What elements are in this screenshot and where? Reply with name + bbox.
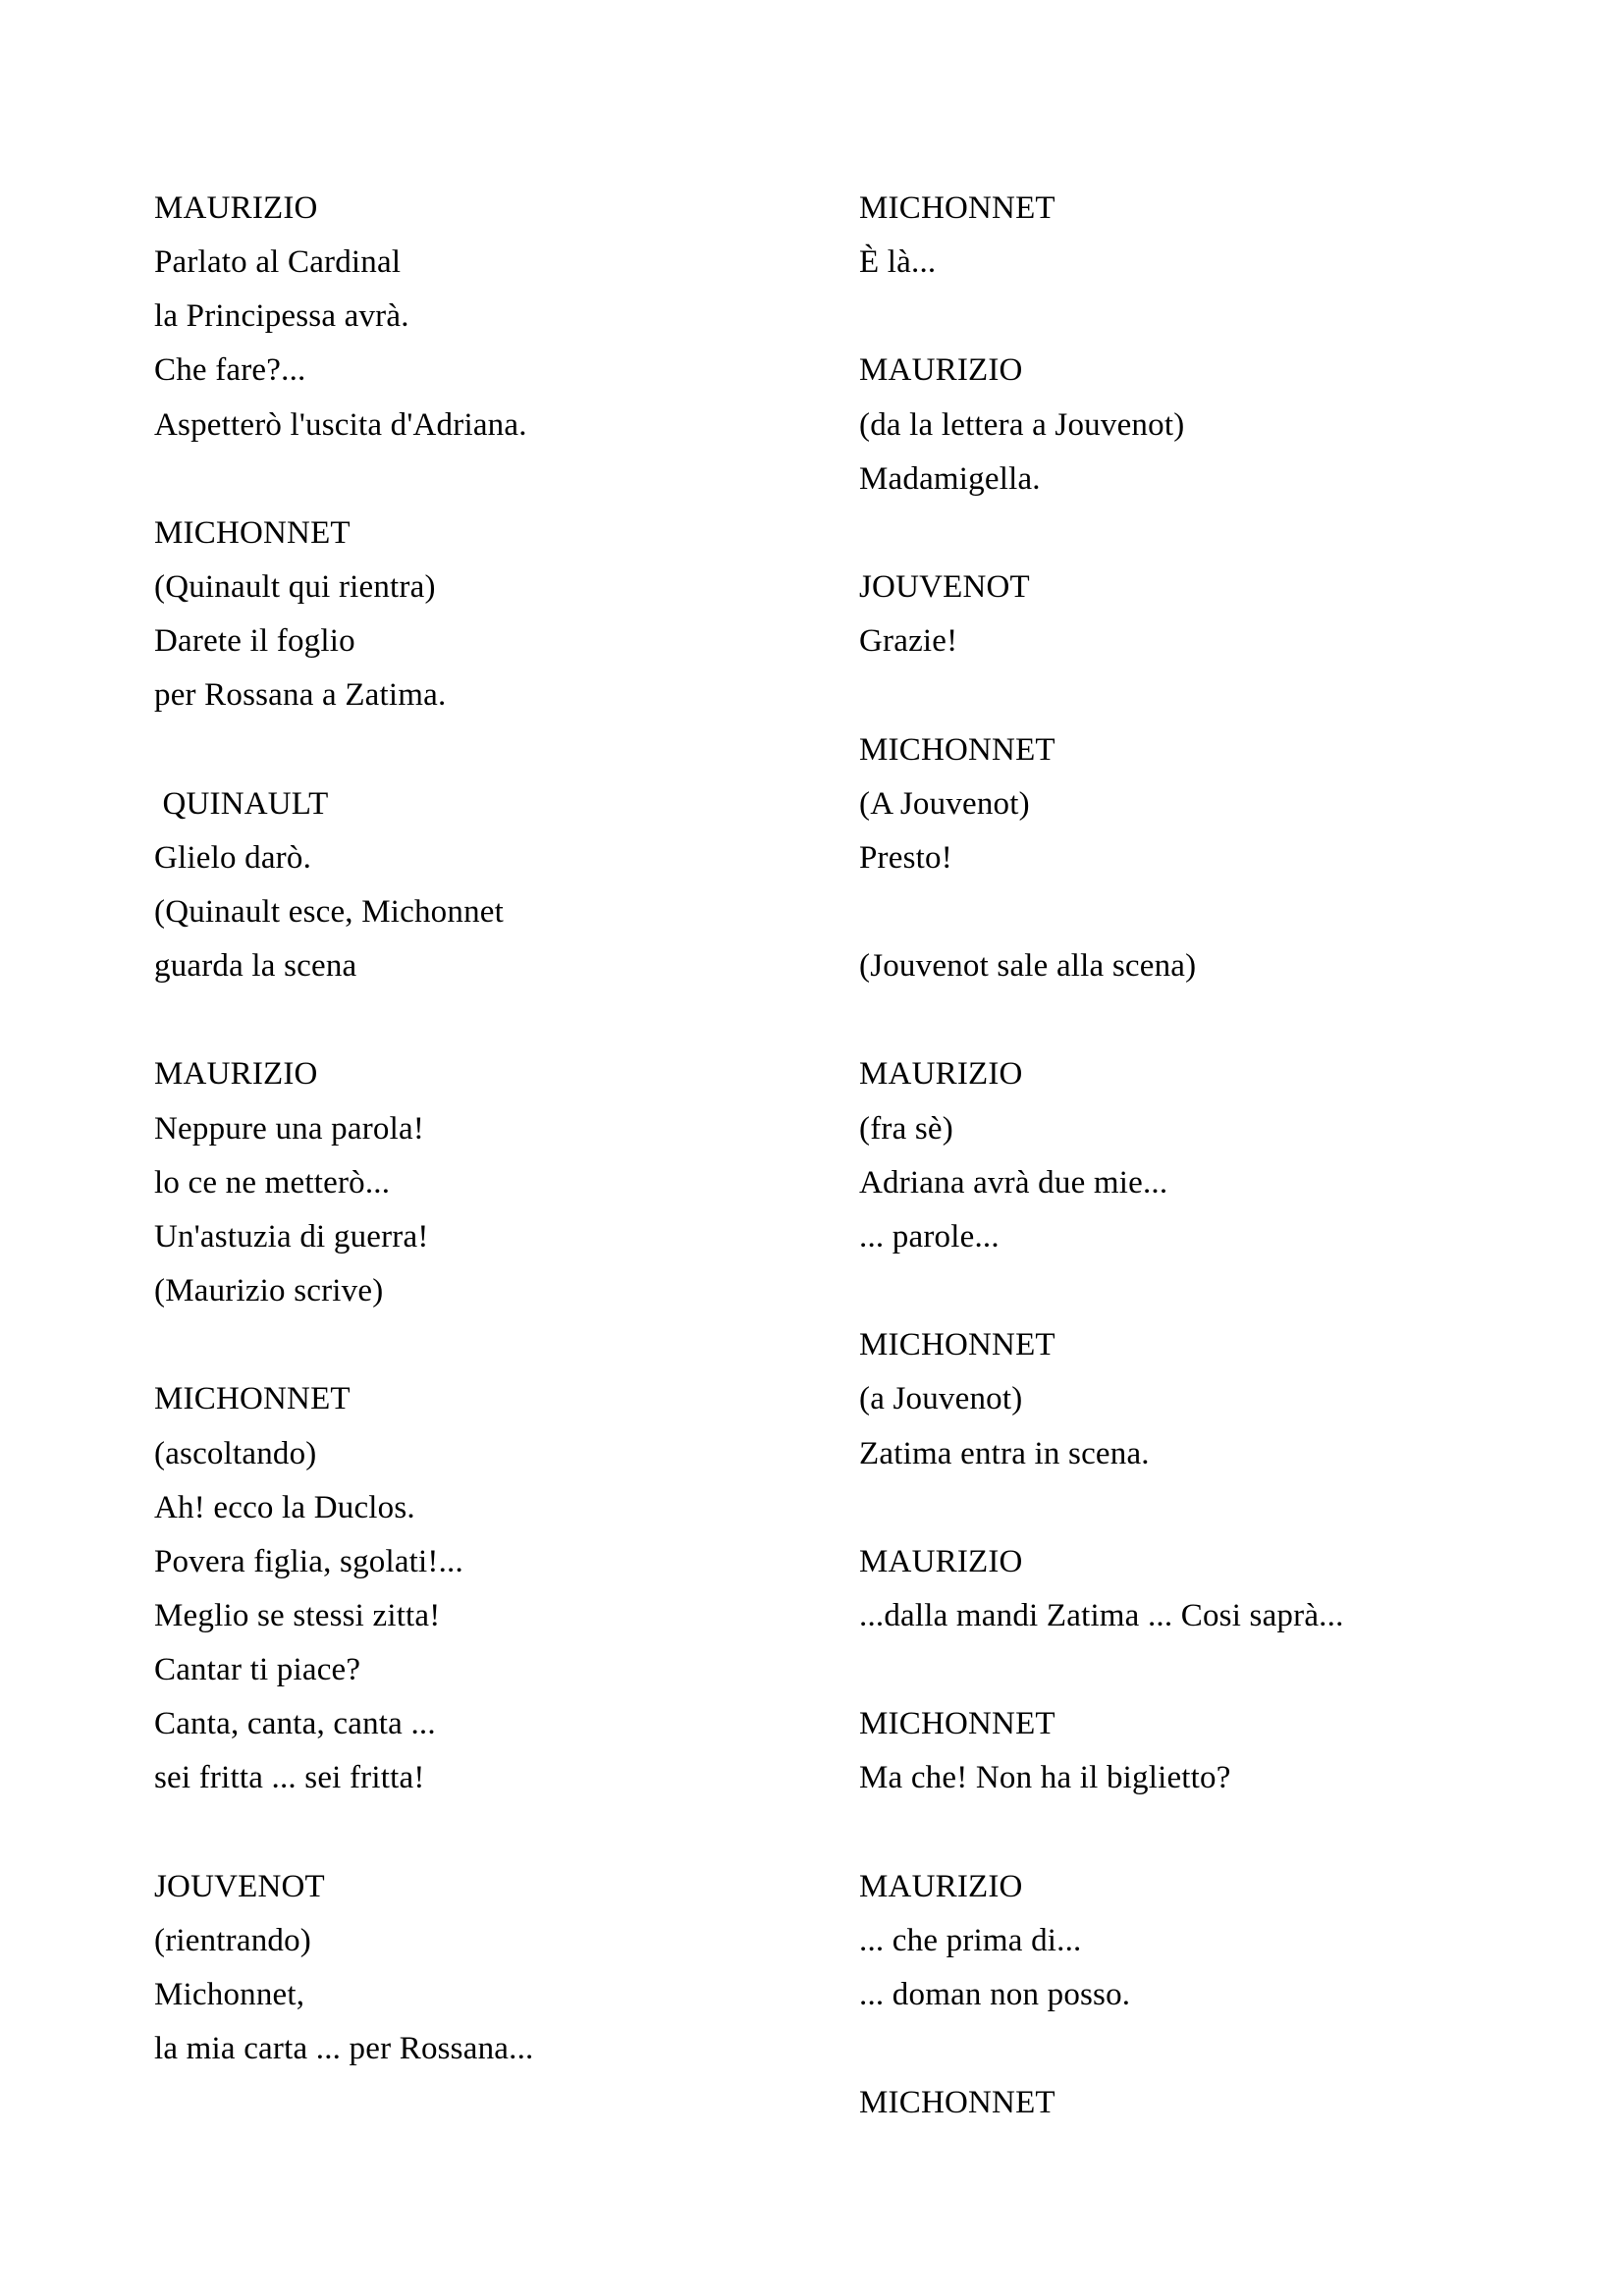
text-line: (rientrando) bbox=[154, 1922, 311, 1958]
text-line: ... che prima di... bbox=[859, 1922, 1082, 1958]
text-line: Adriana avrà due mie... bbox=[859, 1164, 1168, 1201]
text-line: Michonnet, bbox=[154, 1977, 305, 2013]
text-line: Glielo darò. bbox=[154, 839, 312, 876]
text-line: MICHONNET bbox=[859, 1327, 1055, 1363]
text-line: Un'astuzia di guerra! bbox=[154, 1218, 429, 1255]
text-line: per Rossana a Zatima. bbox=[154, 677, 447, 714]
text-line: MICHONNET bbox=[859, 2085, 1055, 2121]
text-line bbox=[859, 1806, 1566, 1860]
text-line: (fra sè) bbox=[859, 1110, 953, 1147]
text-line: lo ce ne metterò... bbox=[154, 1164, 391, 1201]
text-line: È là... bbox=[859, 244, 937, 281]
text-line: MAURIZIO bbox=[154, 190, 318, 226]
text-line: (ascoltando) bbox=[154, 1435, 317, 1471]
text-line: ... parole... bbox=[859, 1218, 1000, 1255]
text-line: (a Jouvenot) bbox=[859, 1381, 1023, 1417]
text-line: ...dalla mandi Zatima ... Cosi saprà... bbox=[859, 1597, 1344, 1633]
text-line: MAURIZIO bbox=[154, 1056, 318, 1093]
text-line bbox=[859, 2022, 1566, 2076]
text-line: MICHONNET bbox=[859, 190, 1055, 226]
text-line: Cantar ti piace? bbox=[154, 1652, 361, 1688]
text-line: la mia carta ... per Rossana... bbox=[154, 2031, 534, 2067]
text-line: guarda la scena bbox=[154, 948, 357, 985]
text-line bbox=[154, 1318, 802, 1372]
text-line: Ma che! Non ha il biglietto? bbox=[859, 1760, 1231, 1796]
text-line: la Principessa avrà. bbox=[154, 298, 409, 335]
text-line: Canta, canta, canta ... bbox=[154, 1706, 436, 1742]
text-line: MAURIZIO bbox=[859, 1543, 1023, 1579]
text-line: Ah! ecco la Duclos. bbox=[154, 1489, 415, 1525]
text-line bbox=[859, 507, 1566, 561]
text-line bbox=[859, 1264, 1566, 1318]
text-line bbox=[154, 453, 802, 507]
text-line: Meglio se stessi zitta! bbox=[154, 1598, 441, 1633]
text-line bbox=[859, 290, 1566, 344]
text-line: MICHONNET bbox=[154, 1381, 351, 1417]
text-line: MAURIZIO bbox=[859, 1868, 1023, 1904]
text-line bbox=[859, 993, 1566, 1047]
text-line bbox=[154, 1806, 802, 1860]
text-line: QUINAULT bbox=[154, 785, 329, 822]
text-line: Presto! bbox=[859, 839, 952, 876]
text-line: Povera figlia, sgolati!... bbox=[154, 1543, 463, 1579]
text-line: MICHONNET bbox=[859, 731, 1055, 768]
text-line: Madamigella. bbox=[859, 460, 1041, 497]
text-line bbox=[859, 1643, 1566, 1697]
text-line bbox=[859, 1481, 1566, 1535]
text-line: MICHONNET bbox=[859, 1706, 1055, 1742]
text-line: sei fritta ... sei fritta! bbox=[154, 1760, 425, 1796]
text-line: MAURIZIO bbox=[859, 1056, 1023, 1093]
right-column bbox=[859, 182, 1566, 2130]
text-line: Neppure una parola! bbox=[154, 1110, 425, 1147]
text-line: (A Jouvenot) bbox=[859, 785, 1030, 822]
text-line: Che fare?... bbox=[154, 352, 306, 389]
text-line: (Maurizio scrive) bbox=[154, 1273, 384, 1309]
text-line: Grazie! bbox=[859, 623, 958, 660]
text-line: ... doman non posso. bbox=[859, 1977, 1131, 2013]
text-line: Aspetterò l'uscita d'Adriana. bbox=[154, 406, 527, 443]
text-line bbox=[154, 993, 802, 1047]
text-line: MICHONNET bbox=[154, 514, 351, 551]
text-line: JOUVENOT bbox=[154, 1868, 325, 1904]
text-line: (Quinault esce, Michonnet bbox=[154, 894, 504, 930]
text-line: (Jouvenot sale alla scena) bbox=[859, 948, 1197, 985]
left-column bbox=[154, 182, 802, 2076]
text-line: Darete il foglio bbox=[154, 623, 355, 660]
text-line: JOUVENOT bbox=[859, 569, 1030, 606]
text-line bbox=[859, 885, 1566, 939]
text-line: (Quinault qui rientra) bbox=[154, 569, 436, 606]
text-line bbox=[154, 723, 802, 777]
text-line: (da la lettera a Jouvenot) bbox=[859, 406, 1185, 443]
text-line: MAURIZIO bbox=[859, 352, 1023, 389]
text-line bbox=[859, 668, 1566, 722]
text-line: Parlato al Cardinal bbox=[154, 244, 402, 281]
text-line: Zatima entra in scena. bbox=[859, 1435, 1150, 1471]
